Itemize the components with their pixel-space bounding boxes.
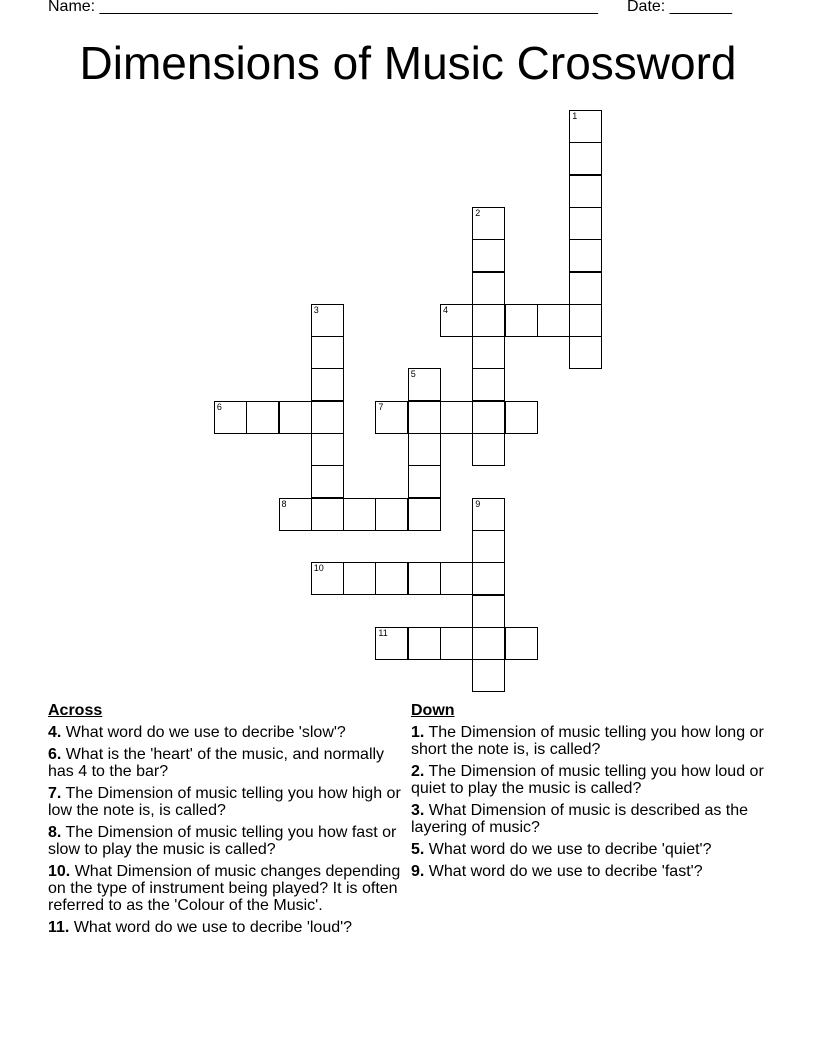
clue-text: What Dimension of music changes depending on the type of instrument being played? It is often referred to as the 'Colour of the Music'. xyxy=(48,863,401,914)
grid-cell[interactable] xyxy=(214,401,247,434)
grid-cell[interactable] xyxy=(440,562,473,595)
grid-cell[interactable] xyxy=(472,627,505,660)
grid-cell[interactable] xyxy=(537,304,570,337)
clue-number: 9. xyxy=(411,863,425,880)
grid-cell[interactable] xyxy=(408,368,441,401)
grid-cell[interactable] xyxy=(505,627,538,660)
grid-cell[interactable] xyxy=(408,465,441,498)
across-clue xyxy=(48,785,403,819)
grid-cell[interactable] xyxy=(375,401,408,434)
grid-cell[interactable] xyxy=(408,498,441,531)
clue-text: What word do we use to decribe 'quiet'? xyxy=(428,841,712,858)
grid-cell[interactable] xyxy=(311,433,344,466)
cell-number: 11 xyxy=(378,627,388,638)
grid-cell[interactable] xyxy=(246,401,279,434)
grid-cell[interactable] xyxy=(311,465,344,498)
grid-cell[interactable] xyxy=(569,336,602,369)
grid-cell[interactable] xyxy=(569,272,602,305)
down-clue xyxy=(411,841,766,858)
grid-cell[interactable] xyxy=(472,498,505,531)
grid-cell[interactable] xyxy=(472,595,505,628)
clue-number: 6. xyxy=(48,746,62,763)
cell-number: 5 xyxy=(410,369,416,380)
grid-cell[interactable] xyxy=(472,562,505,595)
grid-cell[interactable] xyxy=(472,304,505,337)
cell-number: 6 xyxy=(216,401,222,412)
grid-cell[interactable] xyxy=(472,368,505,401)
cell-number: 7 xyxy=(378,401,384,412)
grid-cell[interactable] xyxy=(472,336,505,369)
down-heading: Down xyxy=(411,702,455,719)
grid-cell[interactable] xyxy=(408,562,441,595)
grid-cell[interactable] xyxy=(375,562,408,595)
grid-cell[interactable] xyxy=(311,336,344,369)
clue-number: 4. xyxy=(48,724,62,741)
clue-number: 3. xyxy=(411,802,425,819)
grid-cell[interactable] xyxy=(569,175,602,208)
grid-cell[interactable] xyxy=(440,627,473,660)
across-clues xyxy=(48,702,403,941)
clue-text: What Dimension of music is described as the layering of music? xyxy=(411,802,749,836)
grid-cell[interactable] xyxy=(472,272,505,305)
grid-cell[interactable] xyxy=(279,401,312,434)
clue-text: What is the 'heart' of the music, and normally has 4 to the bar? xyxy=(48,746,385,780)
date-field-label: Date: _______ xyxy=(627,0,732,15)
grid-cell[interactable] xyxy=(343,498,376,531)
clue-number: 2. xyxy=(411,763,425,780)
cell-number: 3 xyxy=(313,304,319,315)
grid-cell[interactable] xyxy=(472,659,505,692)
across-clue xyxy=(48,863,403,914)
down-clues xyxy=(411,702,766,885)
across-clue xyxy=(48,919,403,936)
cell-number: 1 xyxy=(572,111,578,121)
clue-text: The Dimension of music telling you how long or short the note is, is called? xyxy=(411,724,764,758)
grid-cell[interactable] xyxy=(311,498,344,531)
grid-cell[interactable] xyxy=(569,110,602,143)
clue-number: 11. xyxy=(48,919,70,936)
grid-cell[interactable] xyxy=(408,433,441,466)
clue-number: 8. xyxy=(48,824,62,841)
grid-cell[interactable] xyxy=(440,304,473,337)
grid-cell[interactable] xyxy=(472,239,505,272)
cell-number: 9 xyxy=(475,498,481,509)
grid-cell[interactable] xyxy=(311,304,344,337)
clue-number: 5. xyxy=(411,841,425,858)
grid-cell[interactable] xyxy=(375,498,408,531)
grid-cell[interactable] xyxy=(472,433,505,466)
down-clue xyxy=(411,863,766,880)
grid-cell[interactable] xyxy=(408,401,441,434)
grid-cell[interactable] xyxy=(569,207,602,240)
grid-cell[interactable] xyxy=(440,401,473,434)
clue-number: 1. xyxy=(411,724,425,741)
clue-text: The Dimension of music telling you how loud or quiet to play the music is called? xyxy=(411,763,764,797)
across-clue-list xyxy=(48,724,403,936)
grid-cell[interactable] xyxy=(375,627,408,660)
cell-number: 10 xyxy=(313,563,324,574)
down-clue-list xyxy=(411,724,766,880)
grid-cell[interactable] xyxy=(472,207,505,240)
grid-cell[interactable] xyxy=(311,401,344,434)
grid-cell[interactable] xyxy=(569,304,602,337)
across-clue xyxy=(48,824,403,858)
cell-number: 8 xyxy=(281,498,287,509)
across-clue xyxy=(48,724,403,741)
clue-text: What word do we use to decribe 'slow'? xyxy=(65,724,346,741)
grid-cell[interactable] xyxy=(343,562,376,595)
clue-text: The Dimension of music telling you how fast or slow to play the music is called? xyxy=(48,824,397,858)
clue-text: The Dimension of music telling you how high or low the note is, is called? xyxy=(48,785,401,819)
down-clue xyxy=(411,802,766,836)
clue-text: What word do we use to decribe 'loud'? xyxy=(73,919,353,936)
grid-cell[interactable] xyxy=(311,562,344,595)
grid-cell[interactable] xyxy=(408,627,441,660)
grid-cell[interactable] xyxy=(472,530,505,563)
clue-number: 7. xyxy=(48,785,62,802)
down-clue xyxy=(411,763,766,797)
grid-cell[interactable] xyxy=(505,304,538,337)
cell-number: 4 xyxy=(443,304,449,315)
grid-cell[interactable] xyxy=(279,498,312,531)
grid-cell[interactable] xyxy=(505,401,538,434)
grid-cell[interactable] xyxy=(311,368,344,401)
cell-number: 2 xyxy=(475,207,481,218)
grid-cell[interactable] xyxy=(569,239,602,272)
across-clue xyxy=(48,746,403,780)
grid-cell[interactable] xyxy=(569,142,602,175)
clue-number: 10. xyxy=(48,863,71,880)
clue-text: What word do we use to decribe 'fast'? xyxy=(428,863,703,880)
page-title: Dimensions of Music Crossword xyxy=(79,37,737,89)
grid-cell[interactable] xyxy=(472,401,505,434)
name-field-label: Name: ________________________________________________________ xyxy=(48,0,598,15)
across-heading: Across xyxy=(48,702,103,719)
down-clue xyxy=(411,724,766,758)
